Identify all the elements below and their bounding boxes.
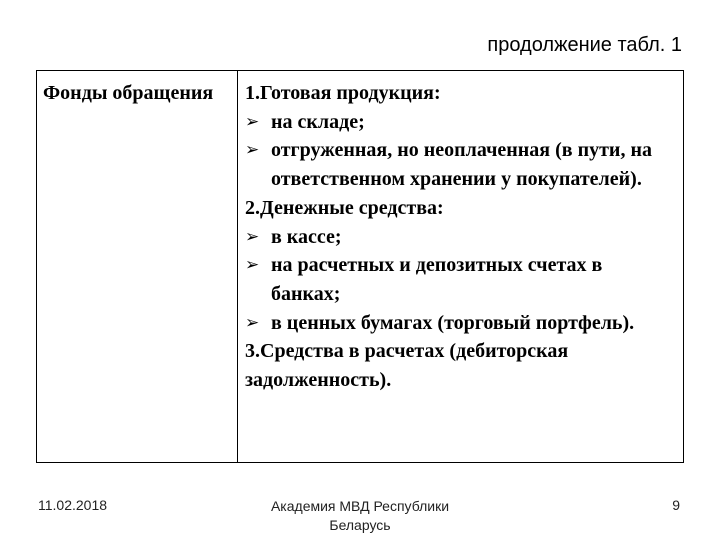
category-label: Фонды обращения <box>43 82 214 104</box>
bullet-text: в кассе; <box>271 225 342 248</box>
arrow-bullet-icon: ➢ <box>245 312 260 333</box>
list-item <box>245 136 675 193</box>
list-item <box>245 108 675 137</box>
arrow-bullet-icon: ➢ <box>245 226 260 247</box>
list-item <box>245 251 675 308</box>
table-row <box>37 71 684 463</box>
details-cell <box>238 71 684 463</box>
footer-organization: Академия МВД Республики Беларусь <box>270 498 450 533</box>
arrow-bullet-icon: ➢ <box>245 255 260 276</box>
list-item <box>245 223 675 252</box>
category-cell <box>37 71 238 463</box>
footer-date: 11.02.2018 <box>38 497 108 513</box>
arrow-bullet-icon: ➢ <box>245 111 260 132</box>
section-title-3: 3.Средства в расчетах (дебиторская задолженность). <box>245 340 569 392</box>
bullet-text: в ценных бумагах (торговый портфель). <box>271 311 635 334</box>
bullet-text: отгруженная, но неоплаченная (в пути, на ответственном хранении у покупателей). <box>271 139 652 191</box>
page-number: 9 <box>672 497 680 513</box>
bullet-text: на складе; <box>271 110 365 133</box>
arrow-bullet-icon: ➢ <box>245 140 260 161</box>
section-title-1: 1.Готовая продукция: <box>245 82 441 104</box>
section-title-2: 2.Денежные средства: <box>245 196 444 219</box>
bullet-text: на расчетных и депозитных счетах в банках; <box>271 254 603 305</box>
content-table <box>36 70 684 463</box>
table-caption: продолжение табл. 1 <box>487 34 682 56</box>
list-item <box>245 309 675 338</box>
